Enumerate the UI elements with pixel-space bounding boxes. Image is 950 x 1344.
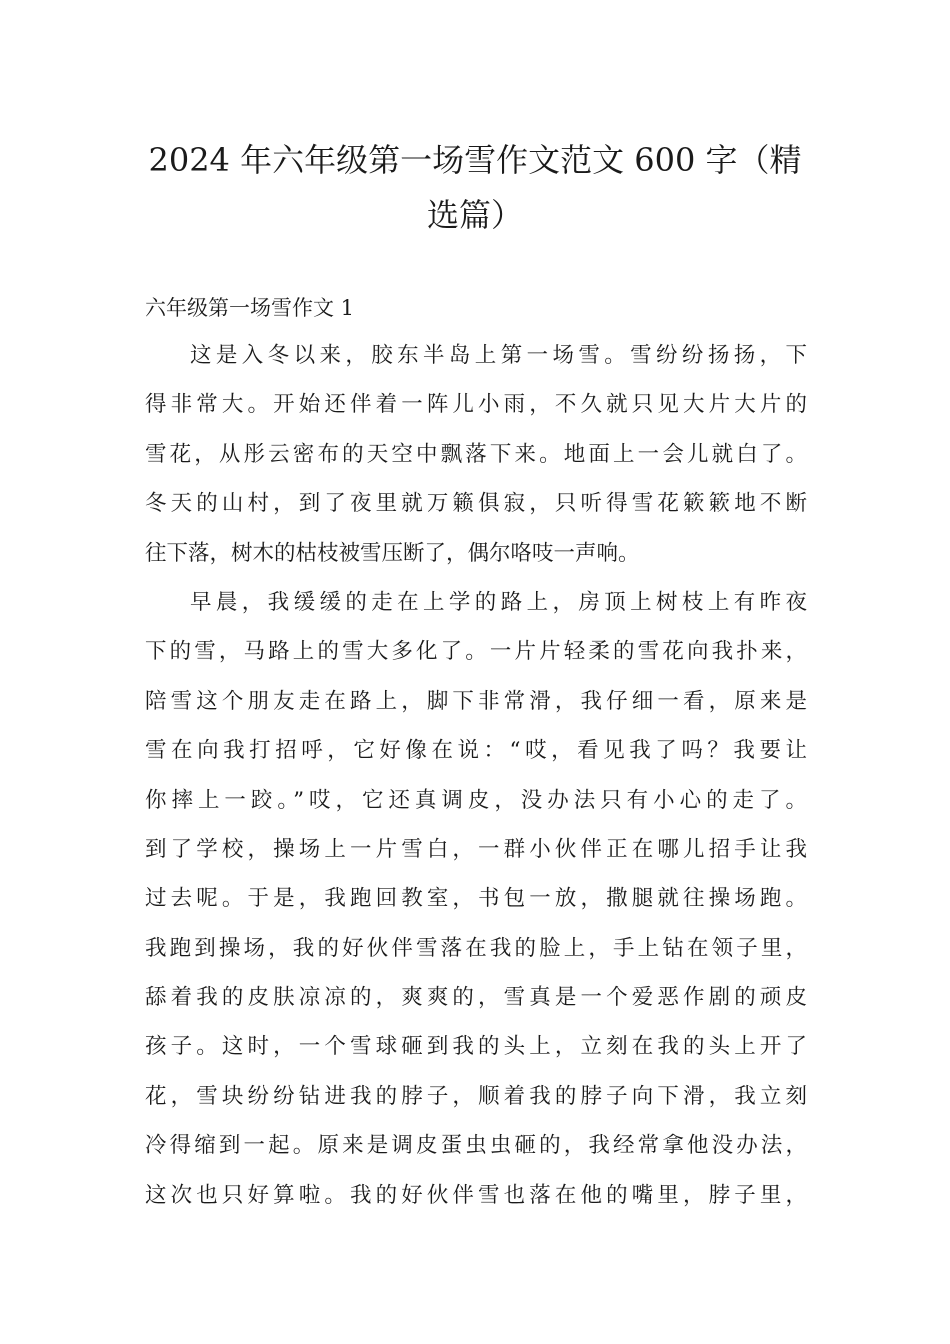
paragraph-1-line: 得非常大。开始还伴着一阵儿小雨，不久就只见大片大片的 [145, 392, 807, 418]
paragraph-2-line: 你摔上一跤。”哎，它还真调皮，没办法只有小心的走了。 [145, 787, 807, 813]
paragraph-2-line: 这次也只好算啦。我的好伙伴雪也落在他的嘴里，脖子里， [145, 1182, 807, 1208]
paragraph-2-line: 花，雪块纷纷钻进我的脖子，顺着我的脖子向下滑，我立刻 [145, 1083, 807, 1109]
section-heading: 六年级第一场雪作文 1 [145, 296, 355, 320]
document-title [120, 133, 830, 243]
paragraph-2-line: 雪在向我打招呼，它好像在说：“哎，看见我了吗？我要让 [145, 738, 807, 764]
paragraph-1-line: 往下落，树木的枯枝被雪压断了，偶尔咯吱一声响。 [145, 540, 640, 566]
essay-body [145, 338, 807, 1227]
paragraph-2-line: 舔着我的皮肤凉凉的，爽爽的，雪真是一个爱恶作剧的顽皮 [145, 985, 807, 1011]
paragraph-2-line: 陪雪这个朋友走在路上，脚下非常滑，我仔细一看，原来是 [145, 688, 807, 714]
title-line-2: 选篇） [426, 196, 523, 234]
paragraph-2-line: 下的雪，马路上的雪大多化了。一片片轻柔的雪花向我扑来， [145, 639, 807, 665]
title-line-1: 2024 年六年级第一场雪作文范文 600 字（精 [148, 141, 802, 179]
paragraph-1-line: 雪花，从彤云密布的天空中飘落下来。地面上一会儿就白了。 [145, 441, 807, 467]
paragraph-1-line: 冬天的山村，到了夜里就万籁俱寂，只听得雪花簌簌地不断 [145, 491, 807, 517]
paragraph-1-line: 这是入冬以来，胶东半岛上第一场雪。雪纷纷扬扬，下 [190, 343, 807, 368]
paragraph-2-line: 我跑到操场，我的好伙伴雪落在我的脸上，手上钻在领子里， [145, 935, 807, 961]
paragraph-2-line: 早晨，我缓缓的走在上学的路上，房顶上树枝上有昨夜 [190, 589, 807, 615]
paragraph-2-line: 孩子。这时，一个雪球砸到我的头上，立刻在我的头上开了 [145, 1034, 807, 1060]
paragraph-2-line: 到了学校，操场上一片雪白，一群小伙伴正在哪儿招手让我 [145, 836, 807, 862]
paragraph-2-line: 冷得缩到一起。原来是调皮蛋虫虫砸的，我经常拿他没办法， [145, 1133, 807, 1159]
paragraph-2-line: 过去呢。于是，我跑回教室，书包一放，撒腿就往操场跑。 [145, 886, 807, 912]
